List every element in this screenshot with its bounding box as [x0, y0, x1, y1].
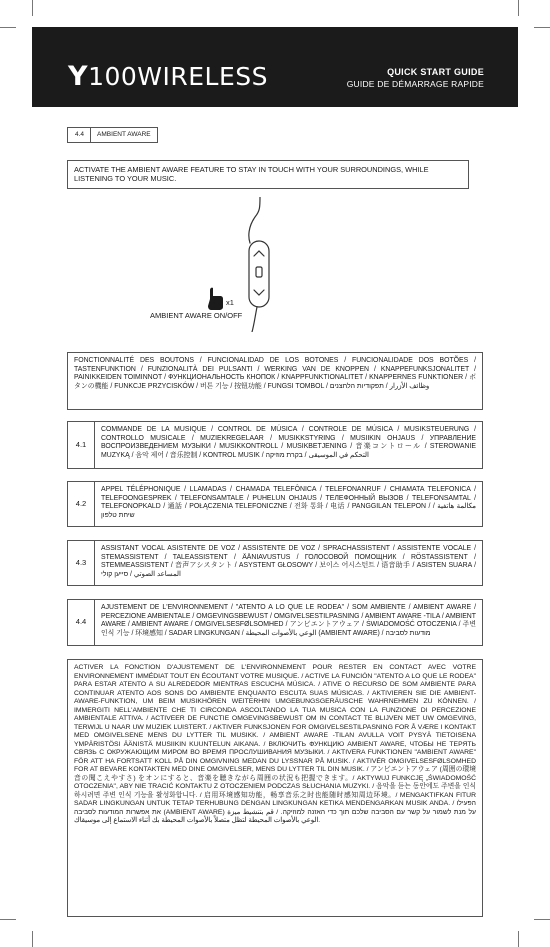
- row-number: 4.4: [68, 600, 95, 645]
- figure-caption: AMBIENT AWARE ON/OFF: [150, 311, 243, 320]
- row-text: APPEL TÉLÉPHONIQUE / LLAMADAS / CHAMADA TELEFÔNICA / TELEFONANRUF / CHIAMATA TELEFONICA / TELEFOONGESPREK / TELEFONSAMTALE / PUHELUN OHJAUS / ТЕЛЕФОННЫЙ ВЫЗОВ / TELEFONSAMTAL / TELEFONOPKALD / 通話 / POŁĄCZENIA TELEFONICZNE / 전화 통화 / 电话 / PANGGILAN TELEPON / مكالمة هاتفية / שיחת טלפון: [101, 486, 476, 519]
- brand-logo: [68, 63, 268, 90]
- crop-mark: [534, 27, 550, 28]
- crop-mark: [0, 919, 16, 920]
- brand-y: Y: [68, 61, 89, 92]
- brand-name: 100WIRELESS: [88, 62, 269, 91]
- crop-mark: [32, 0, 33, 16]
- remote-illustration: [150, 197, 410, 332]
- section-number: 4.4: [68, 128, 91, 142]
- row-4-3: [67, 540, 483, 586]
- volume-up-icon: [254, 251, 264, 256]
- section-title: AMBIENT AWARE: [97, 131, 151, 138]
- volume-down-icon: [254, 290, 264, 295]
- row-text: ASSISTANT VOCAL ASISTENTE DE VOZ / ASSISTENTE DE VOZ / SPRACHASSISTENT / ASSISTENTE VOCALE / STEMASSISTENT / TALEASSISTENT / ÄÄNIAVUSTUS / ГОЛОСОВОЙ ПОМОЩНИК / RÖSTASSISTENT / STEMMEASSISTENT / 音声アシスタント / ASYSTENT GŁOSOWY / 보이스 어시스턴트 / 语音助手 / ASISTEN SUARA / المساعد الصوتي / סייען קולי: [101, 545, 476, 578]
- quick-start-title-fr: GUIDE DE DÉMARRAGE RAPIDE: [346, 79, 484, 89]
- intro-text: ACTIVATE THE AMBIENT AWARE FEATURE TO STAY IN TOUCH WITH YOUR SURROUNDINGS, WHILE LISTENING TO YOUR MUSIC.: [67, 160, 469, 189]
- finger-icon: [208, 288, 223, 310]
- row-4-1: [67, 421, 483, 469]
- row-number: 4.3: [68, 541, 95, 585]
- press-count: x1: [226, 298, 234, 307]
- quick-start-title: QUICK START GUIDE: [387, 67, 484, 77]
- row-number: 4.1: [68, 422, 95, 468]
- row-text: AJUSTEMENT DE L'ENVIRONNEMENT / "ATENTO A LO QUE LE RODEA" / SOM AMBIENTE / AMBIENT AWARE / PERCEZIONE AMBIENTALE / OMGEVINGSBEWUST / OMGIVELSESTILPASNING / AMBIENT AWARE -TILA / AMBIENT AWARE / AMBIENT AWARE / OMGIVELSESFØLSOMHED / アンビエントアウェア / ŚWIADOMOŚĆ OTOCZENIA / 주변 인식 기능 / 环境感知 / SADAR LINGKUNGAN / الوعي بالأصوات المحيطة (AMBIENT AWARE) / מודעות לסביבה: [101, 604, 476, 637]
- row-4-2: [67, 481, 483, 527]
- crop-mark: [534, 919, 550, 920]
- crop-mark: [518, 0, 519, 16]
- section-label: [67, 127, 158, 143]
- header-band: [32, 27, 518, 107]
- ambient-aware-translations: ACTIVER LA FONCTION D'AJUSTEMENT DE L'ENVIRONNEMENT POUR RESTER EN CONTACT AVEC VOTRE ENVIRONNEMENT IMMÉDIAT TOUT EN ÉCOUTANT VOTRE MUSIQUE. / ACTIVE LA FUNCIÓN "ATENTO A LO QUE LE RODEA" PARA ESTAR ATENTO A SU ALREDEDOR MIENTRAS ESCUCHA MÚSICA. / ATIVE O RECURSO DE SOM AMBIENTE PARA CONTINUAR ATENTO AOS SONS DO AMBIENTE ENQUANTO ESCUTA SUAS MÚSICAS. / AKTIVIEREN SIE DIE AMBIENT-AWARE-FUNKTION, UM BEIM MUSIKHÖREN WEITERHIN UMGEBUNGSGERÄUSCHE WAHRNEHMEN ZU KÖNNEN. / IMMERGITI NELL'AMBIENTE CHE TI CIRCONDA ASCOLTANDO LA TUA MUSICA CON LA FUNZIONE DI PERCEZIONE AMBIENTALE ATTIVA. / ACTIVEER DE FUNCTIE OMGEVINGSBEWUST OM IN CONTACT TE BLIJVEN MET UW OMGEVING, TERWIJL U NAAR UW MUZIEK LUISTERT. / AKTIVER FUNKSJONEN FOR OMGIVELSESTILPASNING FOR Å VÆRE I KONTAKT MED OMGIVELSENE MENS DU LYTTER TIL MUSIKK. / AMBIENT AWARE -TILAN AVULLA VOIT PYSYÄ TIETOISENA YMPÄRISTÖSI ÄÄNISTÄ MUSIIKIN KUUNTELUN AIKANA. / ВКЛЮЧИТЬ ФУНКЦИЮ AMBIENT AWARE, ЧТОБЫ НЕ ТЕРЯТЬ СВЯЗЬ С ОКРУЖАЮЩИМ МИРОМ ВО ВРЕМЯ ПРОСЛУШИВАНИЯ МУЗЫКИ. / AKTIVERA FUNKTIONEN "AMBIENT AWARE" FÖR ATT HA FORTSATT KOLL PÅ DIN OMGIVNING MEDAN DU LYSSNAR PÅ MUSIK. / AKTIVÉR OMGIVELSESFØLSOMHED FOR AT BEVARE KONTAKTEN MED DINE OMGIVELSER, MENS DU LYTTER TIL DIN MUSIK. / アンビエントアウェア (周囲の環境音の聞こえやすさ) をオンにすると、音楽を聴きながら周囲の状況も把握できます。/ AKTYWUJ FUNKCJĘ „ŚWIADOMOŚĆ OTOCZENIA", ABY NIE TRACIĆ KONTAKTU Z OTOCZENIEM PODCZAS SŁUCHANIA MUZYKI. / 음악을 듣는 동안에도 주변을 인식하시려면 주변 인식 기능을 활성화합니다. / 启用环境感知功能，畅享音乐之时也能随时感知周边环境。/ MENGAKTIFKAN FITUR SADAR LINGKUNGAN UNTUK TETAP TERHUBUNG DENGAN LINGKUNGAN KETIKA MENDENGARKAN MUSIK ANDA. / הפעילו את אפשרות המודעות לסביבה (AMBIENT AWARE) על מנת לשמור על קשר עם הסביבה שלכם תוך כדי האזנה למוזיקה. / قم بتنشيط ميزة الوعي بالأصوات المحيطة لتظل متصلاً بالأصوات المحيطة بك أثناء الاستماع إلى موسيقاك.: [67, 659, 483, 917]
- crop-mark: [32, 931, 33, 947]
- crop-mark: [0, 27, 16, 28]
- row-text: COMMANDE DE LA MUSIQUE / CONTROL DE MÚSICA / CONTROLE DE MÚSICA / MUSIKSTEUERUNG / CONTROLLO MUSICALE / MUZIEKREGELAAR / MUSIKKSTYRING / MUSIIKIN OHJAUS / УПРАВЛЕНИЕ ВОСПРОИЗВЕДЕНИЕМ МУЗЫКИ / MUSIKKONTROLL / MUSIKBETJENING / 音楽コントロール / STEROWANIE MUZYKĄ / 음악 제어 / 音乐控制 / KONTROL MUSIK / التحكم في الموسيقى / בקרת מוזיקה: [101, 426, 476, 459]
- button-functions-block: FONCTIONNALITÉ DES BOUTONS / FUNCIONALIDAD DE LOS BOTONES / FUNCIONALIDADE DOS BOTÕES / TASTENFUNKTION / FUNZIONALITÀ DEI PULSANTI / WERKING VAN DE KNOPPEN / KNAPPEFUNKSJONALITET / PAINIKKEIDEN TOIMINNOT / ФУНКЦИОНАЛЬНОСТЬ КНОПОК / KNAPPFUNKTIONALITET / KNAPPERNES FUNKTIONER / ボタンの機能 / FUNKCJE PRZYCISKÓW / 버튼 기능 / 按钮功能 / FUNGSI TOMBOL / وظائف الأزرار / תפקודיות הלחצנים: [67, 352, 483, 410]
- row-4-4: [67, 599, 483, 646]
- crop-mark: [518, 931, 519, 947]
- row-number: 4.2: [68, 482, 95, 526]
- cable-bottom: [252, 307, 257, 332]
- center-button: [256, 267, 262, 277]
- cable-top: [249, 197, 260, 243]
